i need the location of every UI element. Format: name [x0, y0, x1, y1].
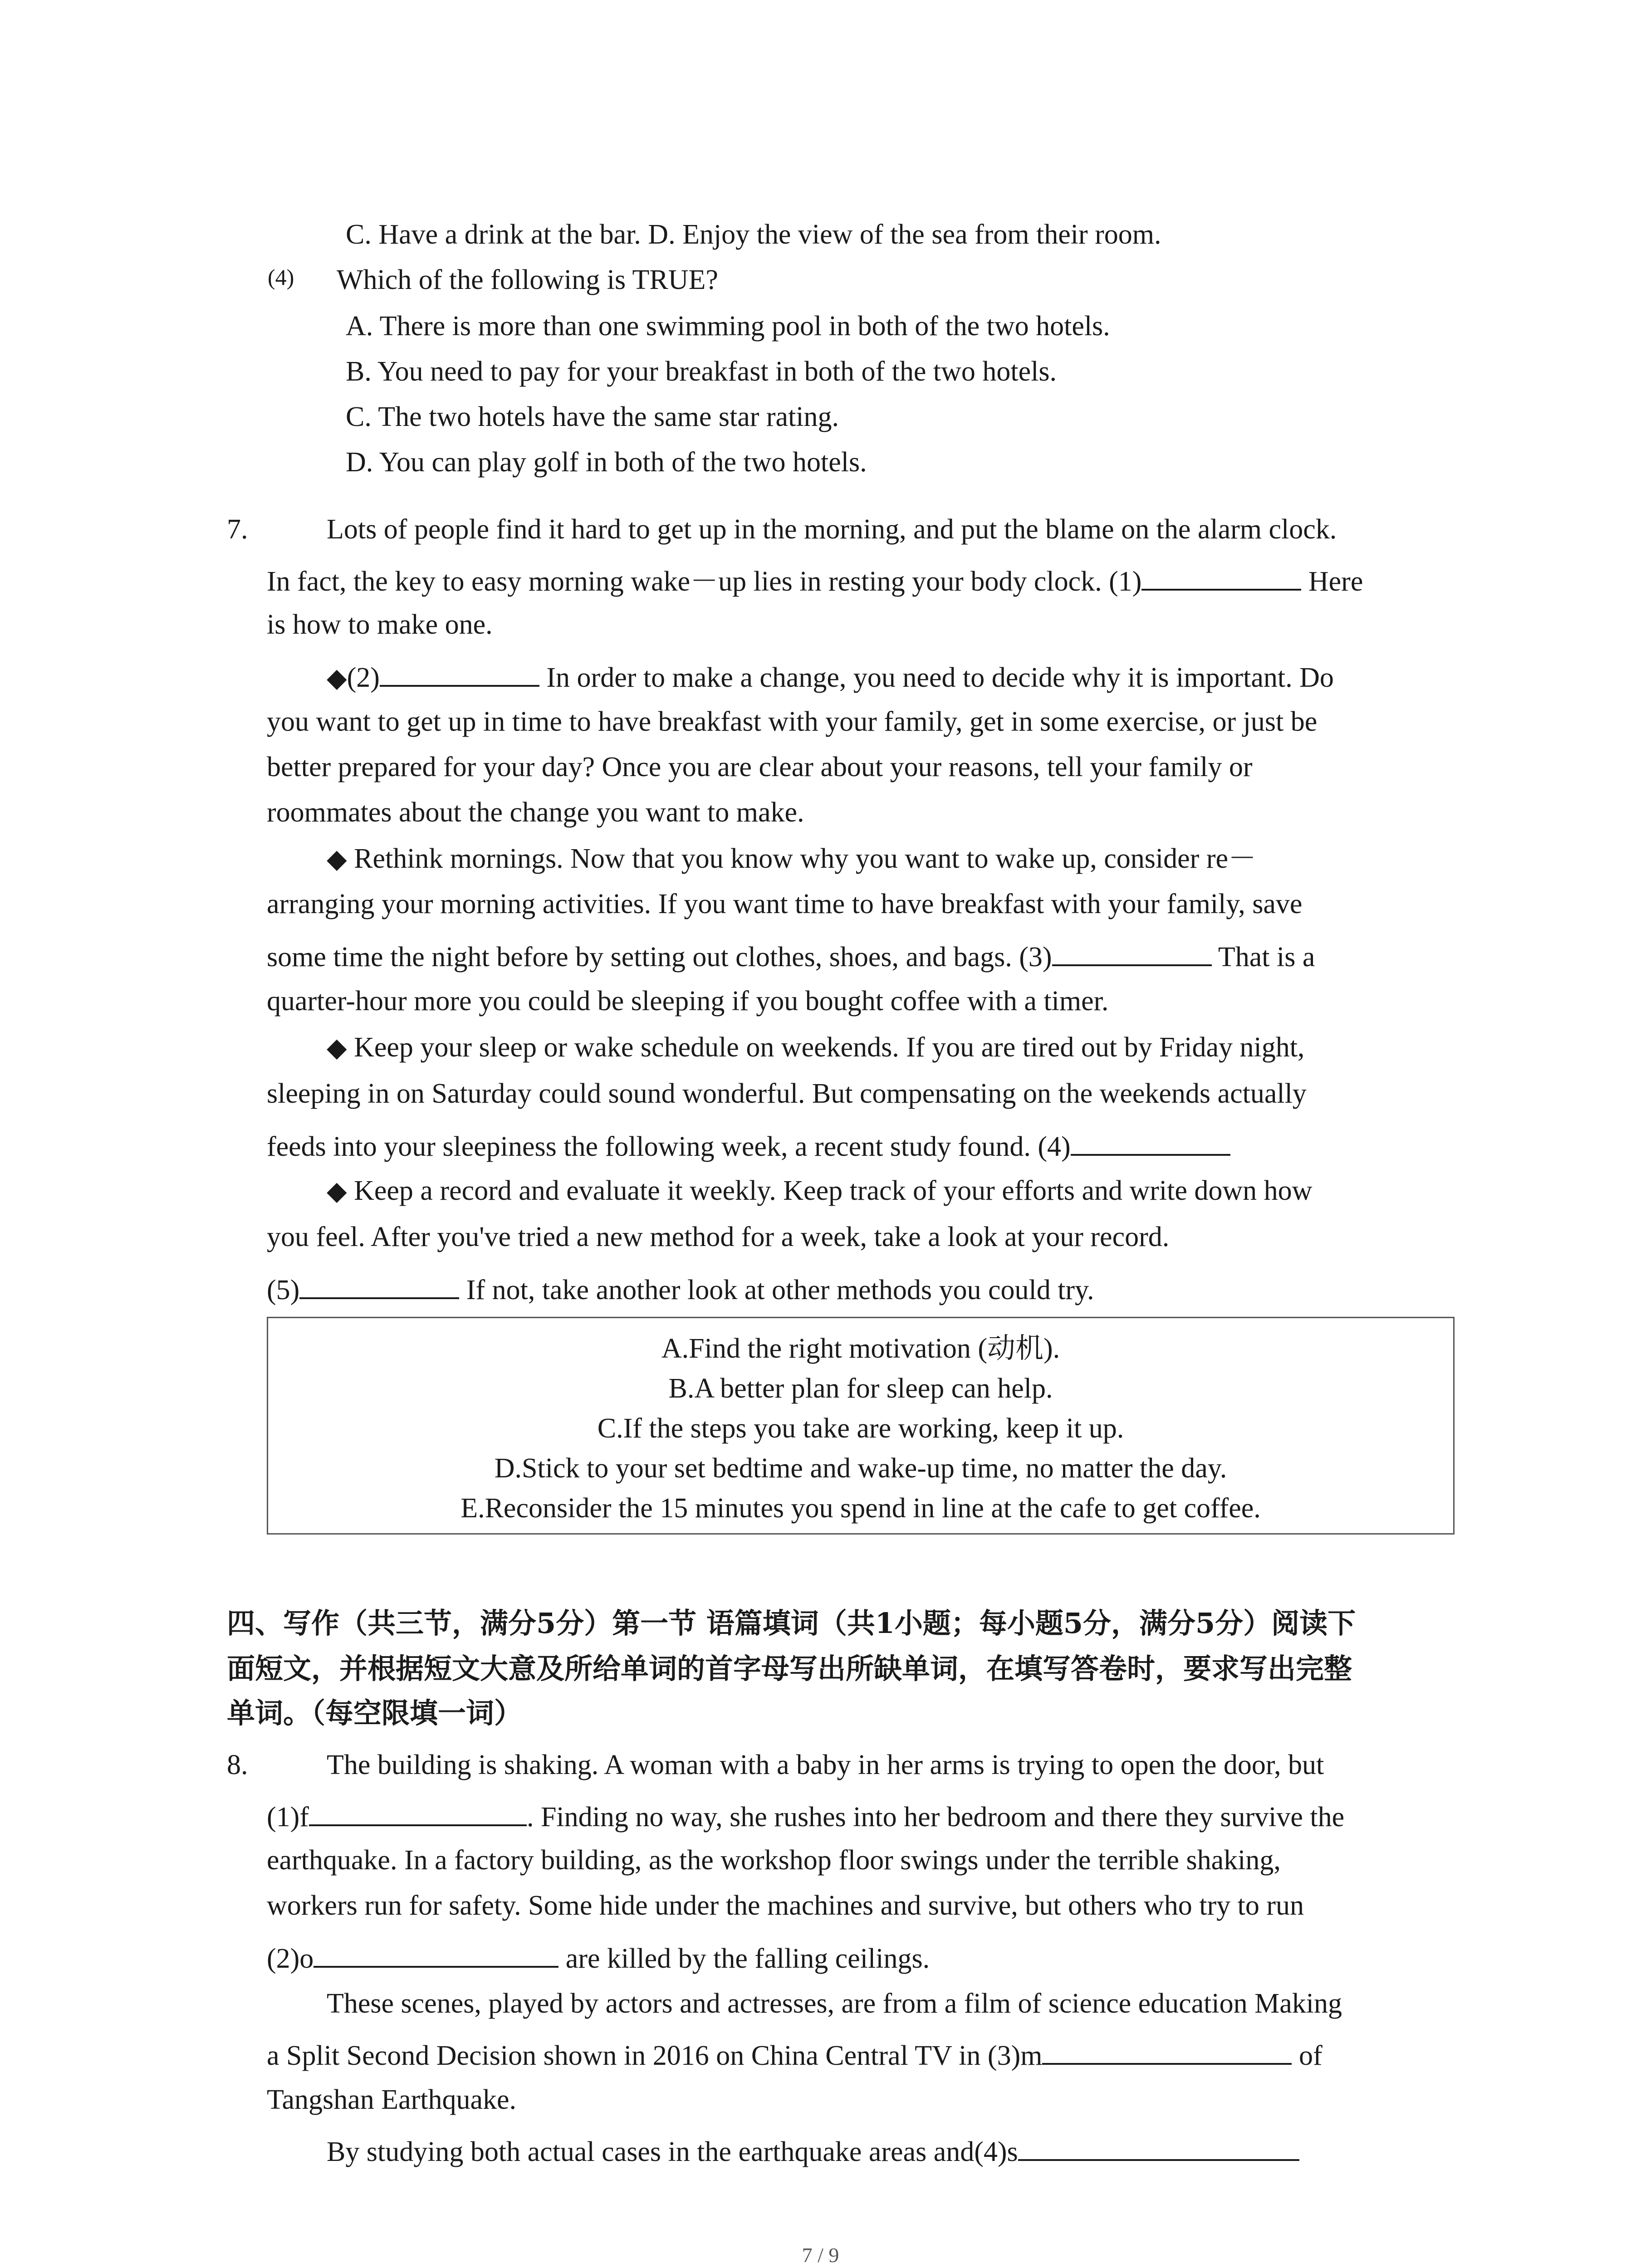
q7-line: some time the night before by setting out clothes, shoes, and bags. (3) That is a [267, 942, 1315, 973]
q7-line: is how to make one. [267, 609, 493, 640]
q8-number: 8. [227, 1750, 248, 1780]
q7-line: quarter-hour more you could be sleeping if you bought coffee with a timer. [267, 986, 1109, 1017]
q7-line: In fact, the key to easy morning wake－up lies in resting your body clock. (1) Here [267, 566, 1363, 597]
q7-line: better prepared for your day? Once you are clear about your reasons, tell your family or [267, 752, 1253, 782]
q6-option-a: A. There is more than one swimming pool in both of the two hotels. [346, 311, 1110, 342]
option-item: A.Find the right motivation (动机). [661, 1333, 1060, 1364]
q7-line: arranging your morning activities. If you want time to have breakfast with your family, save [267, 889, 1303, 919]
diamond-bullet-icon: ◆ [327, 662, 347, 693]
q8-line: (1)f . Finding no way, she rushes into her bedroom and there they survive the [267, 1802, 1345, 1833]
diamond-bullet-icon: ◆ [327, 1175, 347, 1206]
blank-3[interactable] [1042, 2039, 1292, 2065]
q6-sub-stem: Which of the following is TRUE? [337, 264, 718, 295]
q8-line: (2)o are killed by the falling ceilings. [267, 1943, 930, 1974]
q6-option-b: B. You need to pay for your breakfast in both of the two hotels. [346, 356, 1057, 387]
q7-line: sleeping in on Saturday could sound wonderful. But compensating on the weekends actually [267, 1078, 1307, 1109]
blank-4[interactable] [1018, 2136, 1299, 2161]
q7-line: ◆ Keep a record and evaluate it weekly. Keep track of your efforts and write down how [327, 1175, 1313, 1206]
q7-line: roommates about the change you want to make. [267, 797, 804, 828]
section-heading: 四、写作（共三节，满分5分）第一节 语篇填词（共1小题；每小题5分，满分5分）阅读下 [227, 1607, 1356, 1640]
blank-3[interactable] [1052, 941, 1212, 966]
q7-line: you want to get up in time to have breakfast with your family, get in some exercise, or just be [267, 706, 1318, 737]
blank-5[interactable] [299, 1274, 459, 1299]
q7-line: ◆ Rethink mornings. Now that you know why you want to wake up, consider re－ [327, 843, 1256, 874]
q6-sub-number: (4) [268, 264, 294, 290]
q8-line: Tangshan Earthquake. [267, 2084, 517, 2115]
section-heading: 单词。（每空限填一词） [227, 1696, 523, 1730]
page-number: 7 / 9 [802, 2244, 839, 2267]
option-item: E.Reconsider the 15 minutes you spend in line at the cafe to get coffee. [460, 1493, 1261, 1524]
q7-line: Lots of people find it hard to get up in the morning, and put the blame on the alarm clock. [327, 514, 1337, 545]
q8-line: workers run for safety. Some hide under the machines and survive, but others who try to run [267, 1890, 1304, 1921]
q8-line: By studying both actual cases in the earthquake areas and(4)s [327, 2136, 1299, 2166]
q8-line: earthquake. In a factory building, as the workshop floor swings under the terrible shaking, [267, 1845, 1281, 1876]
blank-1[interactable] [309, 1801, 527, 1826]
diamond-bullet-icon: ◆ [327, 843, 347, 874]
q7-line: you feel. After you've tried a new method for a week, take a look at your record. [267, 1222, 1170, 1252]
q7-number: 7. [227, 514, 248, 545]
q7-line: (5) If not, take another look at other methods you could try. [267, 1275, 1094, 1305]
q6-option-c: C. The two hotels have the same star rating. [346, 401, 839, 432]
option-item: C.If the steps you take are working, keep it up. [597, 1413, 1124, 1444]
section-heading: 面短文，并根据短文大意及所给单词的首字母写出所缺单词，在填写答卷时，要求写出完整 [227, 1652, 1352, 1685]
blank-4[interactable] [1071, 1130, 1230, 1156]
q6-options-cd: C. Have a drink at the bar. D. Enjoy the view of the sea from their room. [346, 219, 1161, 250]
q8-line: a Split Second Decision shown in 2016 on China Central TV in (3)m of [267, 2040, 1323, 2071]
option-item: D.Stick to your set bedtime and wake-up time, no matter the day. [494, 1453, 1227, 1484]
q7-line: feeds into your sleepiness the following week, a recent study found. (4) [267, 1130, 1230, 1161]
blank-1[interactable] [1141, 565, 1301, 591]
blank-2[interactable] [314, 1942, 558, 1968]
q8-line: The building is shaking. A woman with a baby in her arms is trying to open the door, but [327, 1750, 1324, 1780]
q7-line: ◆ Keep your sleep or wake schedule on weekends. If you are tired out by Friday night, [327, 1032, 1305, 1063]
q8-line: These scenes, played by actors and actresses, are from a film of science education Making [327, 1988, 1342, 2019]
options-box [267, 1317, 1455, 1535]
option-item: B.A better plan for sleep can help. [668, 1373, 1053, 1404]
q6-option-d: D. You can play golf in both of the two hotels. [346, 447, 867, 478]
q7-line: ◆(2) In order to make a change, you need to decide why it is important. Do [327, 662, 1334, 693]
blank-2[interactable] [380, 661, 539, 687]
diamond-bullet-icon: ◆ [327, 1032, 347, 1063]
